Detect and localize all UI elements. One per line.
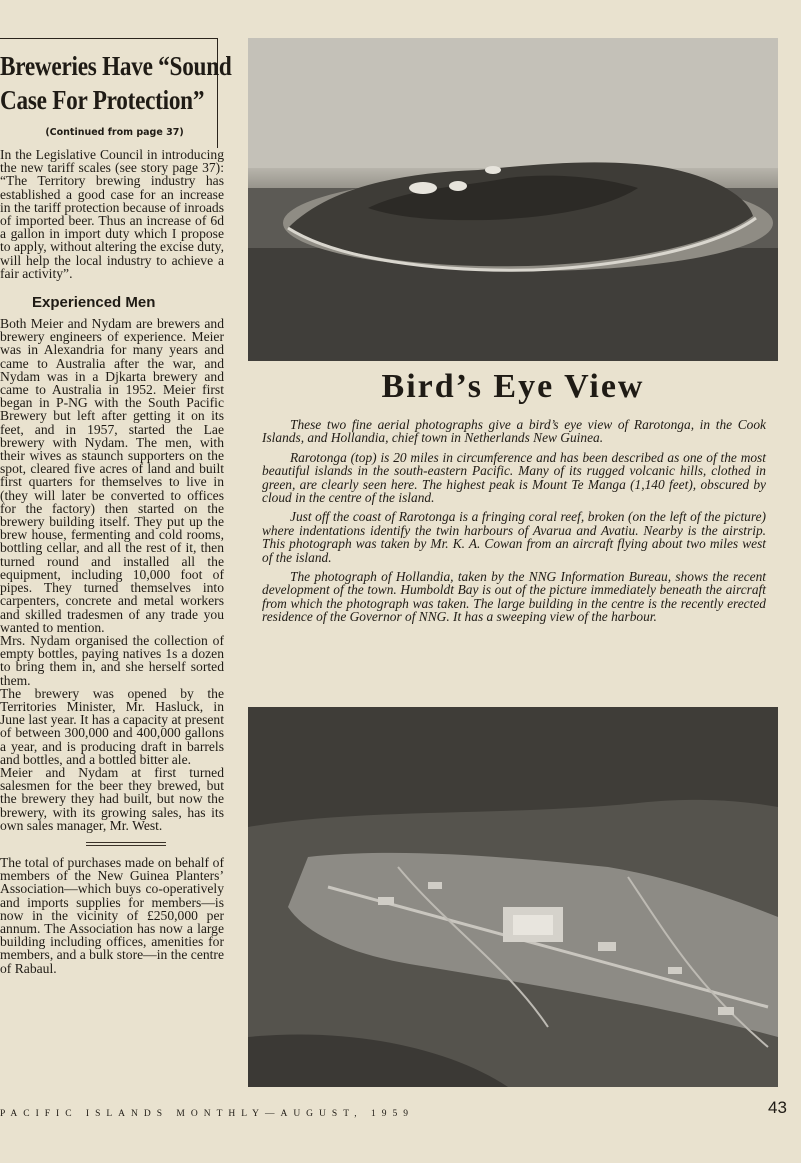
page-number: 43 (768, 1098, 787, 1117)
article-paragraph-5: Meier and Nydam at first turned salesmen for the beer they brewed, but the brewery they had built, but now the brewery, with its growing sales, has its own sales manager, Mr. West. (0, 764, 224, 833)
continued-note: (Continued from page 37) (45, 127, 184, 138)
birds-eye-view-title: Bird’s Eye View (381, 368, 645, 405)
article-paragraph-1: In the Legislative Council in introducing the new tariff scales (see story page 37): “The Territory brewing industry has established a good case for an increase in the tariff protection because of inroads of imported beer. Thus an increase of 6d a gallon in import duty which I propose to apply, without altering the excise duty, will help the local industry to achieve a fair activity”. (0, 147, 224, 281)
hollandia-aerial-photo (248, 707, 778, 1087)
subheading: Experienced Men (32, 294, 156, 312)
headline-box (0, 38, 232, 148)
rarotonga-aerial-photo (248, 38, 778, 361)
article-paragraph-4: The brewery was opened by the Territories Minister, Mr. Hasluck, in June last year. It has a capacity at present of between 300,000 and 400,000 gallons a year, and is producing draft in barrels and bottles, and a bottled bitter ale. (0, 685, 224, 767)
article-paragraph-6: The total of purchases made on behalf of members of the New Guinea Planters’ Association—which buys co-operatively and imports supplies for members—is now in the vicinity of £250,000 per annum. The Association has now a large building including offices, amenities for members, and a bulk store—in the centre of Rabaul. (0, 854, 224, 976)
headline-line-2: Case For Protection” (0, 85, 205, 115)
article-column (0, 38, 232, 976)
photo-caption (262, 418, 766, 630)
headline-line-1: Breweries Have “Sound (0, 51, 232, 81)
caption-paragraph-2: Rarotonga (top) is 20 miles in circumference and has been described as one of the most beautiful islands in the south-eastern Pacific. Many of its rugged volcanic hills, clothed in green, are clearly seen here. The highest peak is Mount Te Manga (1,140 feet), obscured by cloud in the centre of the island. (262, 449, 766, 506)
caption-paragraph-3: Just off the coast of Rarotonga is a fringing coral reef, broken (on the left of the picture) where indentations identify the twin harbours of Avarua and Avatiu. Nearby is the airstrip. This photograph was taken by Mr. K. A. Cowan from an aircraft flying about two miles west of the island. (262, 509, 766, 565)
section-divider (86, 842, 166, 846)
island-illustration (248, 38, 778, 361)
page-footer: PACIFIC ISLANDS MONTHLY—AUGUST, 1959 (0, 1109, 415, 1119)
town-illustration (248, 707, 778, 1087)
article-paragraph-2: Both Meier and Nydam are brewers and brewery engineers of experience. Meier was in Alexandria for many years and came to Australia after the war, and Nydam was in a Djkarta brewery and came to Australia in 1952. Meier first began in P-NG with the South Pacific Brewery but left after getting it on its feet, and in 1957, started the Lae brewery with Nydam. The men, with their wives as staunch supporters on the spot, cleared five acres of land and built first quarters for themselves to live in (they will later be converted to offices for the factory) then started on the brewery building itself. They put up the brew house, fermenting and cold rooms, bottling cellar, and all the rest of it, then turned round and installed all the equipment, including 10,000 foot of pipes. They turned themselves into carpenters, concrete and metal workers and skilled tradesmen of any trade you wanted to mention. (0, 316, 224, 635)
caption-paragraph-1: These two fine aerial photographs give a bird’s eye view of Rarotonga, in the Cook Islands, and Hollandia, chief town in Netherlands New Guinea. (262, 417, 766, 446)
caption-paragraph-4: The photograph of Hollandia, taken by the NNG Information Bureau, shows the recent development of the town. Humboldt Bay is out of the picture immediately beneath the aircraft from which the photograph was taken. The large building in the centre is the recently erected residence of the Governor of NNG. It has a sweeping view of the harbour. (262, 569, 766, 625)
article-paragraph-3: Mrs. Nydam organised the collection of empty bottles, paying natives 1s a dozen to bring them in, and she herself sorted them. (0, 632, 224, 688)
